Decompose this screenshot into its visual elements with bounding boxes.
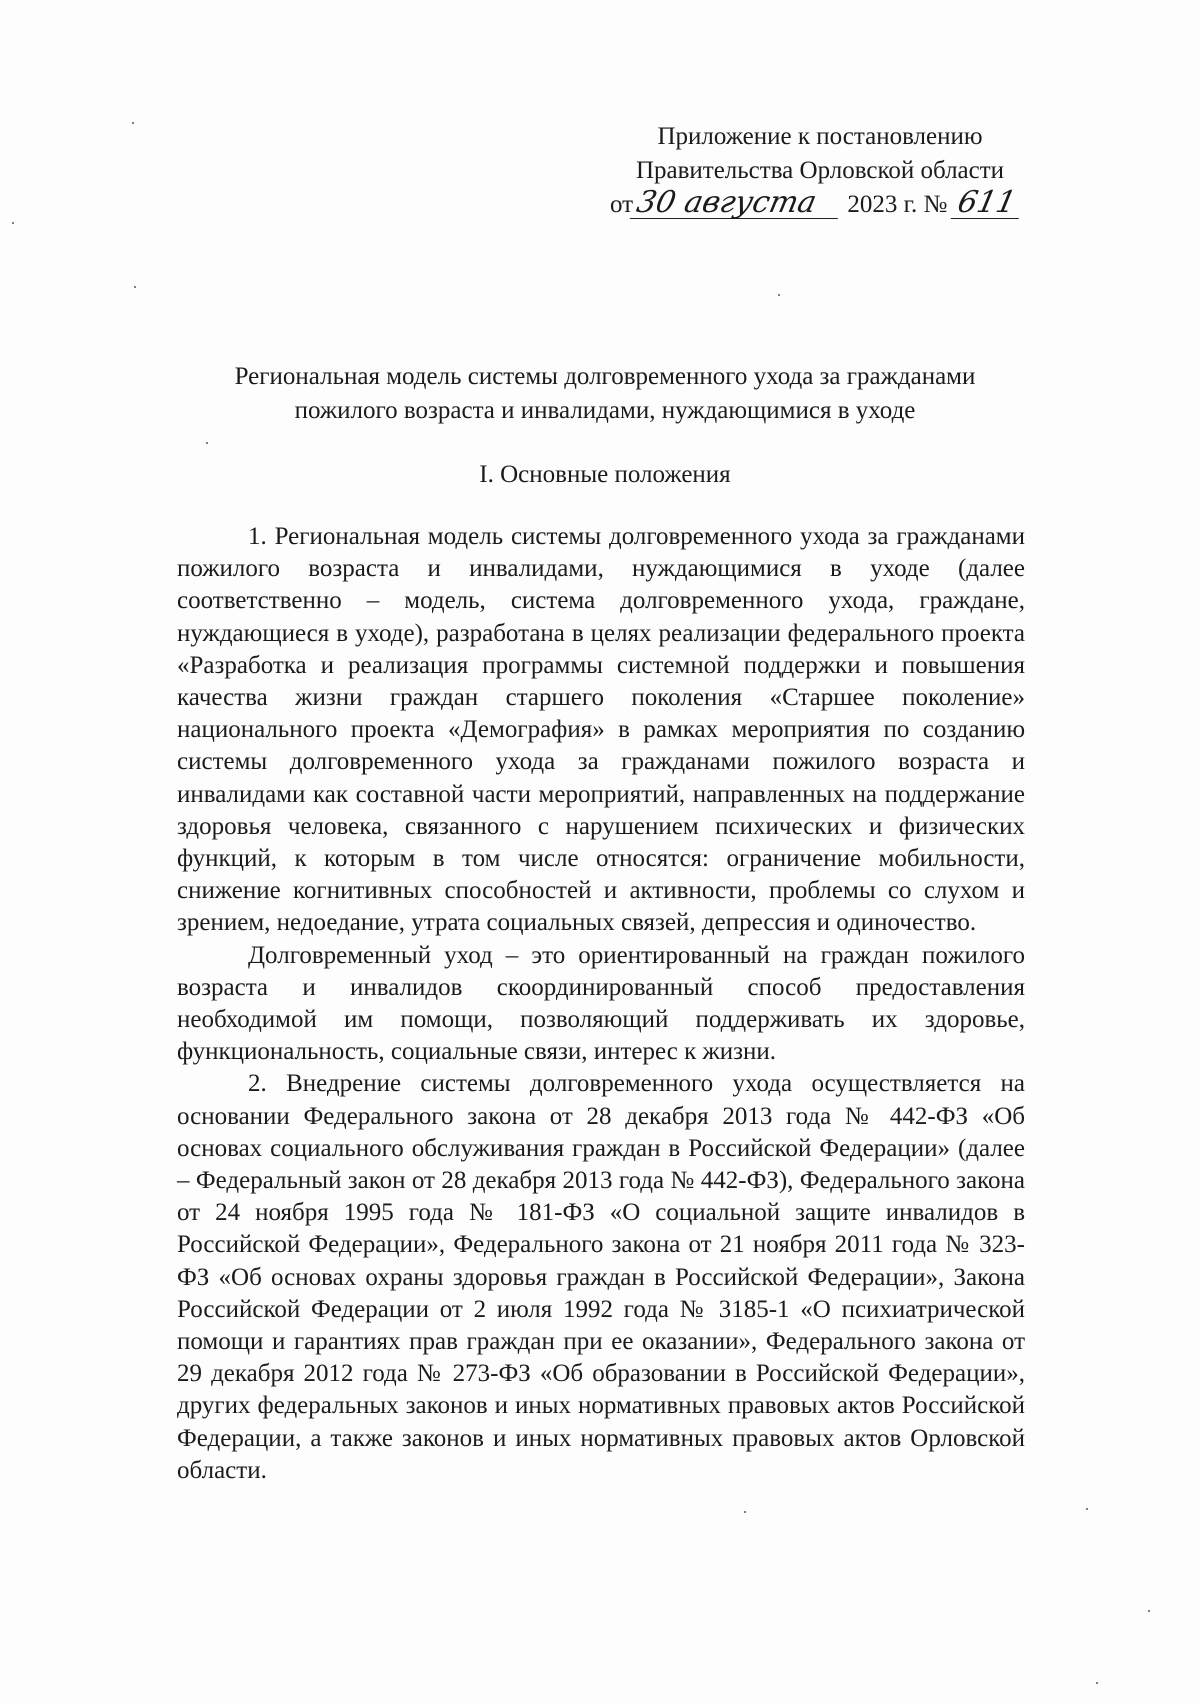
scan-speck [1096, 1682, 1098, 1684]
appendix-date-line [600, 185, 1040, 222]
scan-speck [778, 294, 780, 296]
document-title-line-1: Региональная модель системы долговременного ухода за гражданами [234, 363, 976, 390]
appendix-line-1: Приложение к постановлению [657, 123, 983, 150]
handwritten-date: 30 августа [630, 188, 845, 219]
document-body [177, 521, 1025, 1487]
scan-speck [206, 442, 208, 444]
year-number-label: 2023 г. № [847, 191, 948, 218]
scan-speck [1086, 1508, 1088, 1510]
scan-speck [134, 286, 136, 288]
scan-speck [744, 1511, 746, 1513]
document-title [180, 360, 1030, 428]
paragraph-1: 1. Региональная модель системы долговременного ухода за гражданами пожилого возраста и инвалидами, нуждающимися в уходе (далее соответственно – модель, система долговременного ухода, граждане, нуждающиеся в уходе), разработана в целях реализации федерального проекта «Разработка и реализация программы системной поддержки и повышения качества жизни граждан старшего поколения «Старшее поколение» национального проекта «Демография» в рамках мероприятия по созданию системы долговременного ухода за гражданами пожилого возраста и инвалидами как составной части мероприятий, направленных на поддержание здоровья человека, связанного с нарушением психических и физических функций, к которым в том числе относятся: ограничение мобильности, снижение когнитивных способностей и активности, проблемы со слухом и зрением, недоедание, утрата социальных связей, депрессия и одиночество. [177, 523, 1025, 937]
scan-speck [1148, 1610, 1150, 1612]
section-heading: I. Основные положения [479, 461, 731, 488]
appendix-header [600, 120, 1040, 222]
scan-speck [12, 222, 14, 224]
scan-speck [132, 122, 134, 124]
paragraph-2: Долговременный уход – это ориентированный на граждан пожилого возраста и инвалидов скоординированный способ предоставления необходимой им помощи, позволяющий поддерживать их здоровье, функциональность, социальные связи, интерес к жизни. [177, 941, 1025, 1066]
date-prefix: от [610, 191, 634, 218]
paragraph-3: 2. Внедрение системы долговременного ухода осуществляется на основании Федерального закона от 28 декабря 2013 года № 442-ФЗ «Об основах социального обслуживания граждан в Российской Федерации» (далее – Федеральный закон от 28 декабря 2013 года № 442-ФЗ), Федерального закона от 24 ноября 1995 года № 181-ФЗ «О социальной защите инвалидов в Российской Федерации», Федерального закона от 21 ноября 2011 года № 323-ФЗ «Об основах охраны здоровья граждан в Российской Федерации», Закона Российской Федерации от 2 июля 1992 года № 3185-1 «О психиатрической помощи и гарантиях прав граждан при ее оказании», Федерального закона от 29 декабря 2012 года № 273-ФЗ «Об образовании в Российской Федерации», других федеральных законов и иных нормативных правовых актов Российской Федерации, а также законов и иных нормативных правовых актов Орловской области. [177, 1070, 1025, 1484]
appendix-line-2: Правительства Орловской области [635, 157, 1005, 184]
handwritten-number: 611 [950, 188, 1025, 219]
document-title-line-2: пожилого возраста и инвалидами, нуждающимися в уходе [294, 397, 916, 424]
